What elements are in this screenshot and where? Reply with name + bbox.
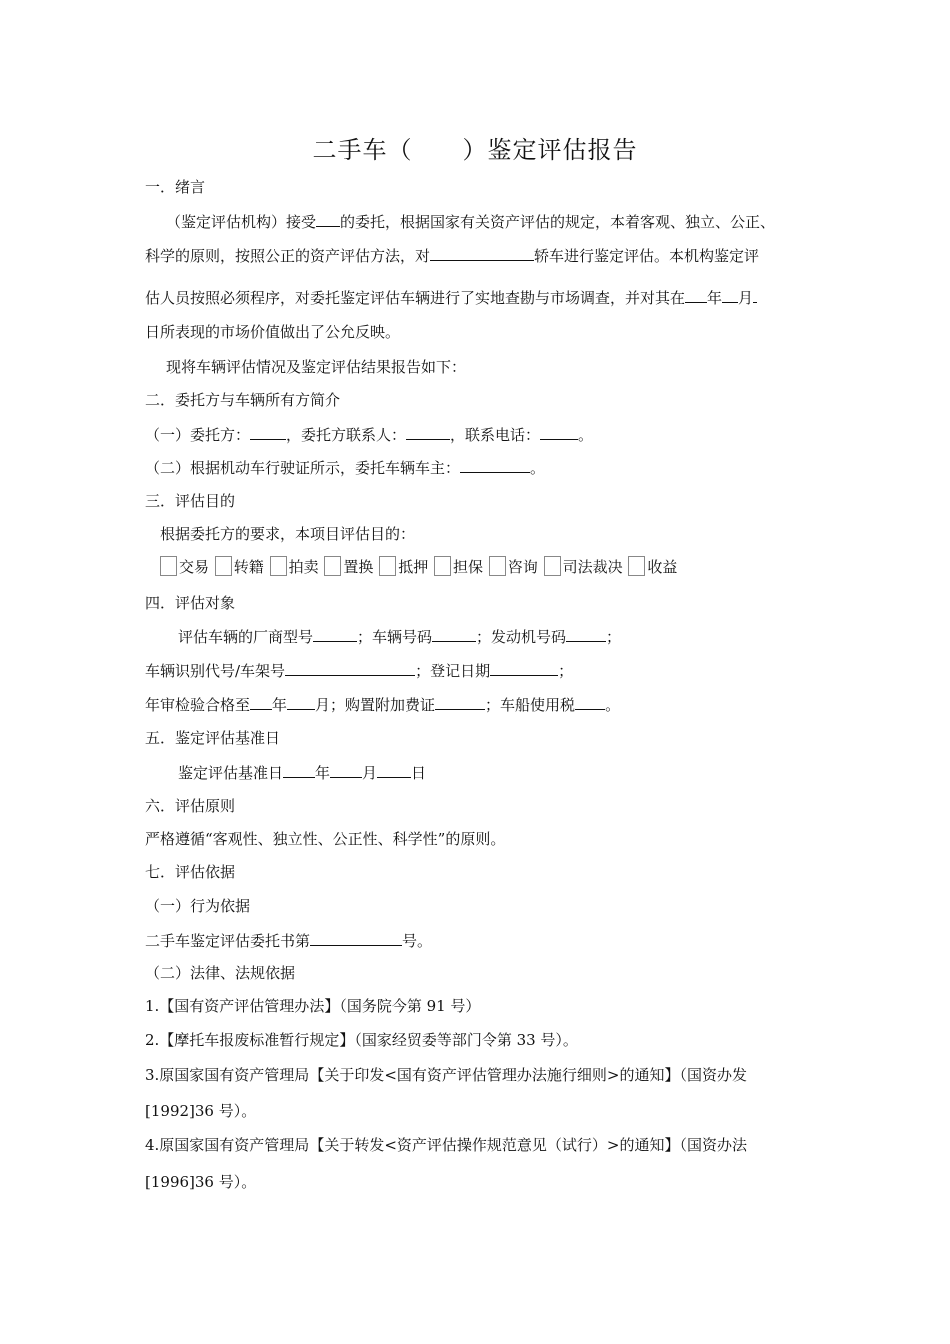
text: 车辆识别代号/车架号 <box>145 662 286 680</box>
text: 轿车进行鉴定评估。本机构鉴定评 <box>534 247 760 265</box>
option-label: 抵押 <box>398 558 429 576</box>
option-label: 置换 <box>343 558 374 576</box>
day-blank[interactable] <box>753 287 757 303</box>
text: （鉴定评估机构）接受 <box>166 213 317 231</box>
section-6-heading: 六．评估原则 <box>145 797 236 815</box>
checkbox[interactable] <box>544 556 561 576</box>
section-2-heading: 二．委托方与车辆所有方简介 <box>145 391 341 409</box>
text: 估人员按照必须程序，对委托鉴定评估车辆进行了实地查勘与市场调查，并对其在 <box>145 289 686 307</box>
month-blank[interactable] <box>722 287 738 303</box>
option-guarantee[interactable] <box>434 556 483 578</box>
option-label: 担保 <box>452 558 483 576</box>
section-3-heading: 三．评估目的 <box>145 492 236 510</box>
text: 鉴定评估基准日 <box>178 764 284 782</box>
checkbox[interactable] <box>628 556 645 576</box>
text: ，联系电话： <box>450 426 541 444</box>
section-1-paragraph-2: 现将车辆评估情况及鉴定评估结果报告如下： <box>166 358 467 376</box>
plate-blank[interactable] <box>432 626 476 642</box>
checkbox[interactable] <box>379 556 396 576</box>
engine-number-blank[interactable] <box>566 626 606 642</box>
client-blank[interactable] <box>250 424 286 440</box>
section-4-line-3 <box>145 694 620 715</box>
section-1-paragraph-line-3 <box>145 287 757 308</box>
section-1-paragraph-line-1 <box>166 211 775 232</box>
checkbox[interactable] <box>434 556 451 576</box>
checkbox[interactable] <box>324 556 341 576</box>
vehicle-blank[interactable] <box>430 245 534 261</box>
section-4-heading: 四．评估对象 <box>145 594 236 612</box>
checkbox[interactable] <box>489 556 506 576</box>
text: （二）根据机动车行驶证所示，委托车辆车主： <box>145 459 461 477</box>
law-item-1: 1.【国有资产评估管理办法】（国务院今第 91 号） <box>145 997 481 1015</box>
text: 年 <box>315 764 331 782</box>
base-month-blank[interactable] <box>330 762 362 778</box>
text: 年 <box>707 289 723 307</box>
text: 月 <box>738 289 754 307</box>
text: 。 <box>530 459 546 477</box>
text: ，委托方联系人： <box>286 426 407 444</box>
option-auction[interactable] <box>270 556 319 578</box>
section-2-line-1 <box>145 424 593 445</box>
section-1-paragraph-line-4: 日所表现的市场价值做出了公允反映。 <box>145 323 401 341</box>
vehicle-owner-blank[interactable] <box>460 457 530 473</box>
option-label: 拍卖 <box>288 558 319 576</box>
section-3-intro: 根据委托方的要求，本项目评估目的： <box>160 525 416 543</box>
section-7-heading: 七．评估依据 <box>145 863 236 881</box>
section-5-line-1 <box>178 762 426 783</box>
section-1-heading: 一．绪言 <box>145 178 206 196</box>
option-consult[interactable] <box>489 556 538 578</box>
option-label: 交易 <box>179 558 210 576</box>
checkbox[interactable] <box>160 556 177 576</box>
text: ；发动机号码 <box>476 628 567 646</box>
option-trade[interactable] <box>160 556 209 578</box>
text: （一）委托方： <box>145 426 251 444</box>
commission-number-blank[interactable] <box>310 930 402 946</box>
text: ； <box>606 628 622 646</box>
text: 。 <box>605 696 621 714</box>
option-transfer[interactable] <box>215 556 264 578</box>
law-item-2: 2.【摩托车报废标准暂行规定】（国家经贸委等部门令第 33 号）。 <box>145 1031 578 1049</box>
option-label: 收益 <box>647 558 678 576</box>
section-4-line-2 <box>145 660 573 681</box>
inspection-month-blank[interactable] <box>287 694 315 710</box>
entrusting-party-blank[interactable] <box>316 211 340 227</box>
text: 二手车鉴定评估委托书第 <box>145 932 311 950</box>
base-day-blank[interactable] <box>377 762 411 778</box>
checkbox[interactable] <box>215 556 232 576</box>
section-7-sub-1-text <box>145 930 432 951</box>
text: 年审检验合格至 <box>145 696 251 714</box>
model-blank[interactable] <box>313 626 357 642</box>
checkbox[interactable] <box>270 556 287 576</box>
text: 。 <box>578 426 594 444</box>
section-4-line-1 <box>178 626 621 647</box>
option-judicial[interactable] <box>544 556 623 578</box>
section-2-line-2 <box>145 457 545 478</box>
section-5-heading: 五．鉴定评估基准日 <box>145 729 281 747</box>
section-1-paragraph-line-2 <box>145 245 759 266</box>
vehicle-tax-blank[interactable] <box>575 694 605 710</box>
law-item-4-line-1: 4.原国家国有资产管理局【关于转发<资产评估操作规范意见（试行）>的通知】（国资办法 <box>145 1136 747 1154</box>
option-label: 司法裁决 <box>562 558 623 576</box>
text: ；车船使用税 <box>485 696 576 714</box>
text: 年 <box>272 696 288 714</box>
section-6-text: 严格遵循“客观性、独立性、公正性、科学性”的原则。 <box>145 830 506 848</box>
text: ；登记日期 <box>415 662 491 680</box>
option-income[interactable] <box>628 556 677 578</box>
section-7-sub-1: （一）行为依据 <box>145 897 251 915</box>
year-blank[interactable] <box>685 287 707 303</box>
registration-date-blank[interactable] <box>490 660 558 676</box>
base-year-blank[interactable] <box>283 762 315 778</box>
vin-blank[interactable] <box>285 660 415 676</box>
text: 的委托，根据国家有关资产评估的规定，本着客观、独立、公正、 <box>340 213 776 231</box>
inspection-year-blank[interactable] <box>250 694 272 710</box>
text: ； <box>558 662 574 680</box>
evaluation-purpose-options <box>160 556 678 578</box>
text: 科学的原则，按照公正的资产评估方法，对 <box>145 247 431 265</box>
text: 月 <box>362 764 378 782</box>
report-title: 二手车（ ）鉴定评估报告 <box>312 136 638 164</box>
law-item-3-line-2: [1992]36 号）。 <box>145 1102 257 1120</box>
text: 评估车辆的厂商型号 <box>178 628 314 646</box>
option-label: 转籍 <box>233 558 264 576</box>
client-contact-blank[interactable] <box>406 424 450 440</box>
law-item-3-line-1: 3.原国家国有资产管理局【关于印发<国有资产评估管理办法施行细则>的通知】（国资办发 <box>145 1066 747 1084</box>
section-7-sub-2: （二）法律、法规依据 <box>145 964 296 982</box>
option-replacement[interactable] <box>324 556 373 578</box>
client-phone-blank[interactable] <box>540 424 578 440</box>
text: 日 <box>411 764 427 782</box>
text: 号。 <box>402 932 433 950</box>
law-item-4-line-2: [1996]36 号）。 <box>145 1173 257 1191</box>
option-label: 咨询 <box>507 558 538 576</box>
purchase-fee-blank[interactable] <box>435 694 485 710</box>
text: ；车辆号码 <box>357 628 433 646</box>
option-mortgage[interactable] <box>379 556 428 578</box>
text: 月；购置附加费证 <box>315 696 436 714</box>
